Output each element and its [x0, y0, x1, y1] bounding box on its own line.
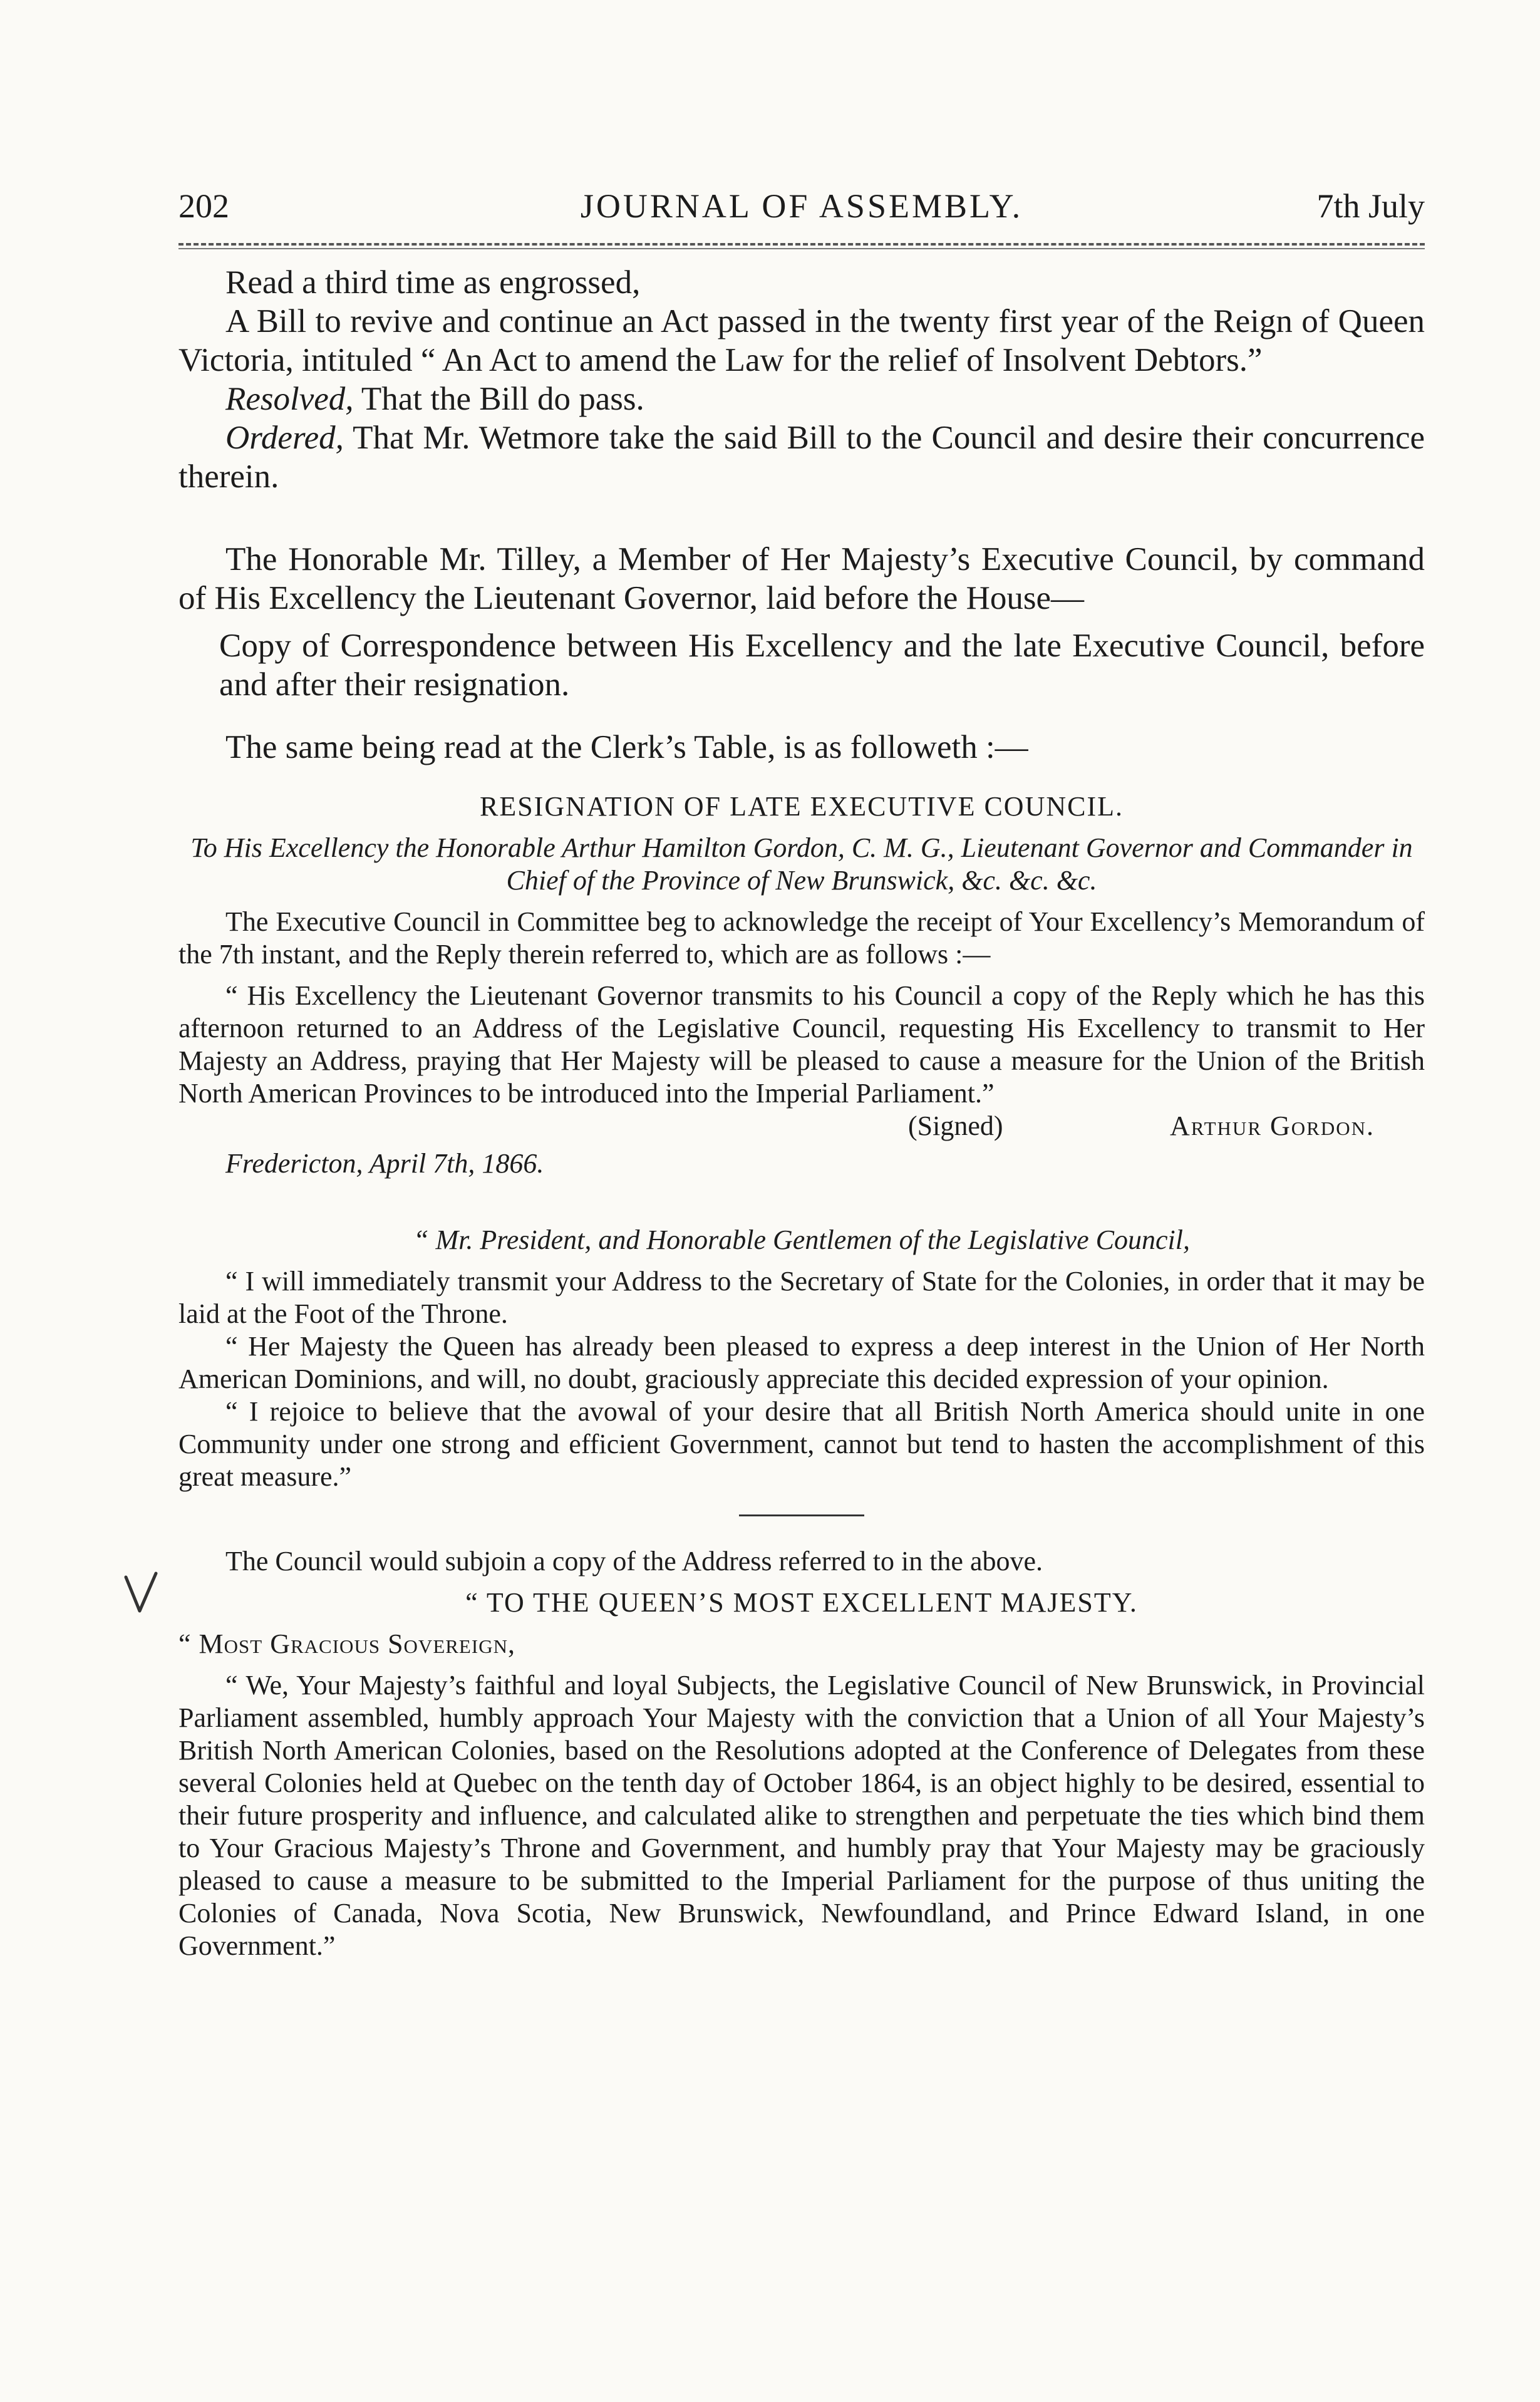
queen-address-body: “ We, Your Majesty’s faithful and loyal Subjects, the Legislative Council of New Brunswick, in Provincial Parliament assembled, humbly approach Your Majesty with the conviction that a Union of all Your Majesty’s British North American Colonies, based on the Resolutions adopted at the Conference of Delegates from these several Colonies held at Quebec on the tenth day of October 1864, is an object highly to be desired, essential to their future prosperity and influence, and calculated alike to strengthen and perpetuate the ties which bind them to Your Gracious Majesty’s Throne and Government, and humbly pray that Your Majesty may be graciously pleased to cause a measure to be submitted to the Imperial Parliament for the purpose of thus uniting the Colonies of Canada, Nova Scotia, New Brunswick, Newfoundland, and Prince Edward Island, in one Government.”	[178, 1670, 1425, 1961]
place-date-text: Fredericton, April 7th, 1866.	[225, 1148, 544, 1179]
read-at-table: The same being read at the Clerk’s Table, is as followeth :—	[225, 729, 1028, 765]
reply-salutation-text: “ Mr. President, and Honorable Gentlemen of the Legislative Council,	[413, 1224, 1190, 1255]
queen-address-heading: “ TO THE QUEEN’S MOST EXCELLENT MAJESTY.	[465, 1587, 1138, 1618]
ordered-text: That Mr. Wetmore take the said Bill to the Council and desire their concurrence therein.	[178, 420, 1425, 495]
ordered-line	[178, 418, 1425, 496]
ordered-label: Ordered,	[225, 420, 344, 456]
third-reading-intro: Read a third time as engrossed,	[225, 264, 641, 301]
header-rule-secondary	[178, 248, 1425, 249]
header-date: 7th July	[1316, 187, 1425, 225]
reply-paragraph-1: “ I will immediately transmit your Address to the Secretary of State for the Colonies, in order that it may be laid at the Foot of the Throne.	[178, 1266, 1425, 1329]
place-date	[178, 1147, 1425, 1180]
signatory-name: Arthur Gordon.	[1170, 1110, 1375, 1141]
correspondence-title	[178, 626, 1425, 704]
header-rule	[178, 243, 1425, 246]
reply-salutation	[178, 1224, 1425, 1256]
page-number: 202	[178, 187, 229, 225]
signature-row	[178, 1110, 1425, 1147]
page-header	[178, 187, 1425, 237]
correspondence-text: Copy of Correspondence between His Excellency and the late Executive Council, before and after their resignation.	[219, 628, 1425, 703]
council-acknowledgement: The Executive Council in Committee beg to acknowledge the receipt of Your Excellency’s Memorandum of the 7th instant, and the Reply therein referred to, which are as follows :—	[178, 906, 1425, 970]
address-to-governor-text: To His Excellency the Honorable Arthur Hamilton Gordon, C. M. G., Lieutenant Governor and Commander in Chief of the Province of New Brunswick, &c. &c. &c.	[190, 832, 1413, 896]
resolved-text: That the Bill do pass.	[361, 381, 644, 417]
tilley-intro: The Honorable Mr. Tilley, a Member of Her Majesty’s Executive Council, by command of His Excellency the Lieutenant Governor, laid before the House—	[178, 541, 1425, 616]
reply-paragraph-2: “ Her Majesty the Queen has already been pleased to express a deep interest in the Union of Her North American Dominions, and will, no doubt, graciously appreciate this decided expression of your opinion.	[178, 1331, 1425, 1394]
resolved-label: Resolved,	[225, 381, 354, 417]
subjoin-note: The Council would subjoin a copy of the Address referred to in the above.	[225, 1546, 1043, 1576]
queen-address-salutation: “ Most Gracious Sovereign,	[178, 1628, 515, 1659]
governor-memo: “ His Excellency the Lieutenant Governor transmits to his Council a copy of the Reply which he has this afternoon returned to an Address of the Legislative Council, requesting His Excellency to transmit to Her Majesty an Address, praying that Her Majesty will be pleased to cause a measure for the Union of the British North American Provinces to be introduced into the Imperial Parliament.”	[178, 980, 1425, 1109]
page-body	[178, 263, 1425, 1962]
resignation-heading: RESIGNATION OF LATE EXECUTIVE COUNCIL.	[479, 791, 1124, 822]
bill-title: A Bill to revive and continue an Act passed in the twenty first year of the Reign of Queen Victoria, intituled “ An Act to amend the Law for the relief of Insolvent Debtors.”	[178, 303, 1425, 378]
resolved-line	[178, 380, 1425, 418]
signed-label: (Signed)	[908, 1110, 1003, 1141]
address-to-governor	[178, 832, 1425, 897]
section-divider	[739, 1514, 864, 1516]
check-mark-icon	[122, 1571, 160, 1615]
reply-paragraph-3: “ I rejoice to believe that the avowal of your desire that all British North America should unite in one Community under one strong and efficient Government, cannot but tend to hasten the accomplishment of this great measure.”	[178, 1396, 1425, 1492]
journal-title: JOURNAL OF ASSEMBLY.	[580, 187, 1023, 225]
